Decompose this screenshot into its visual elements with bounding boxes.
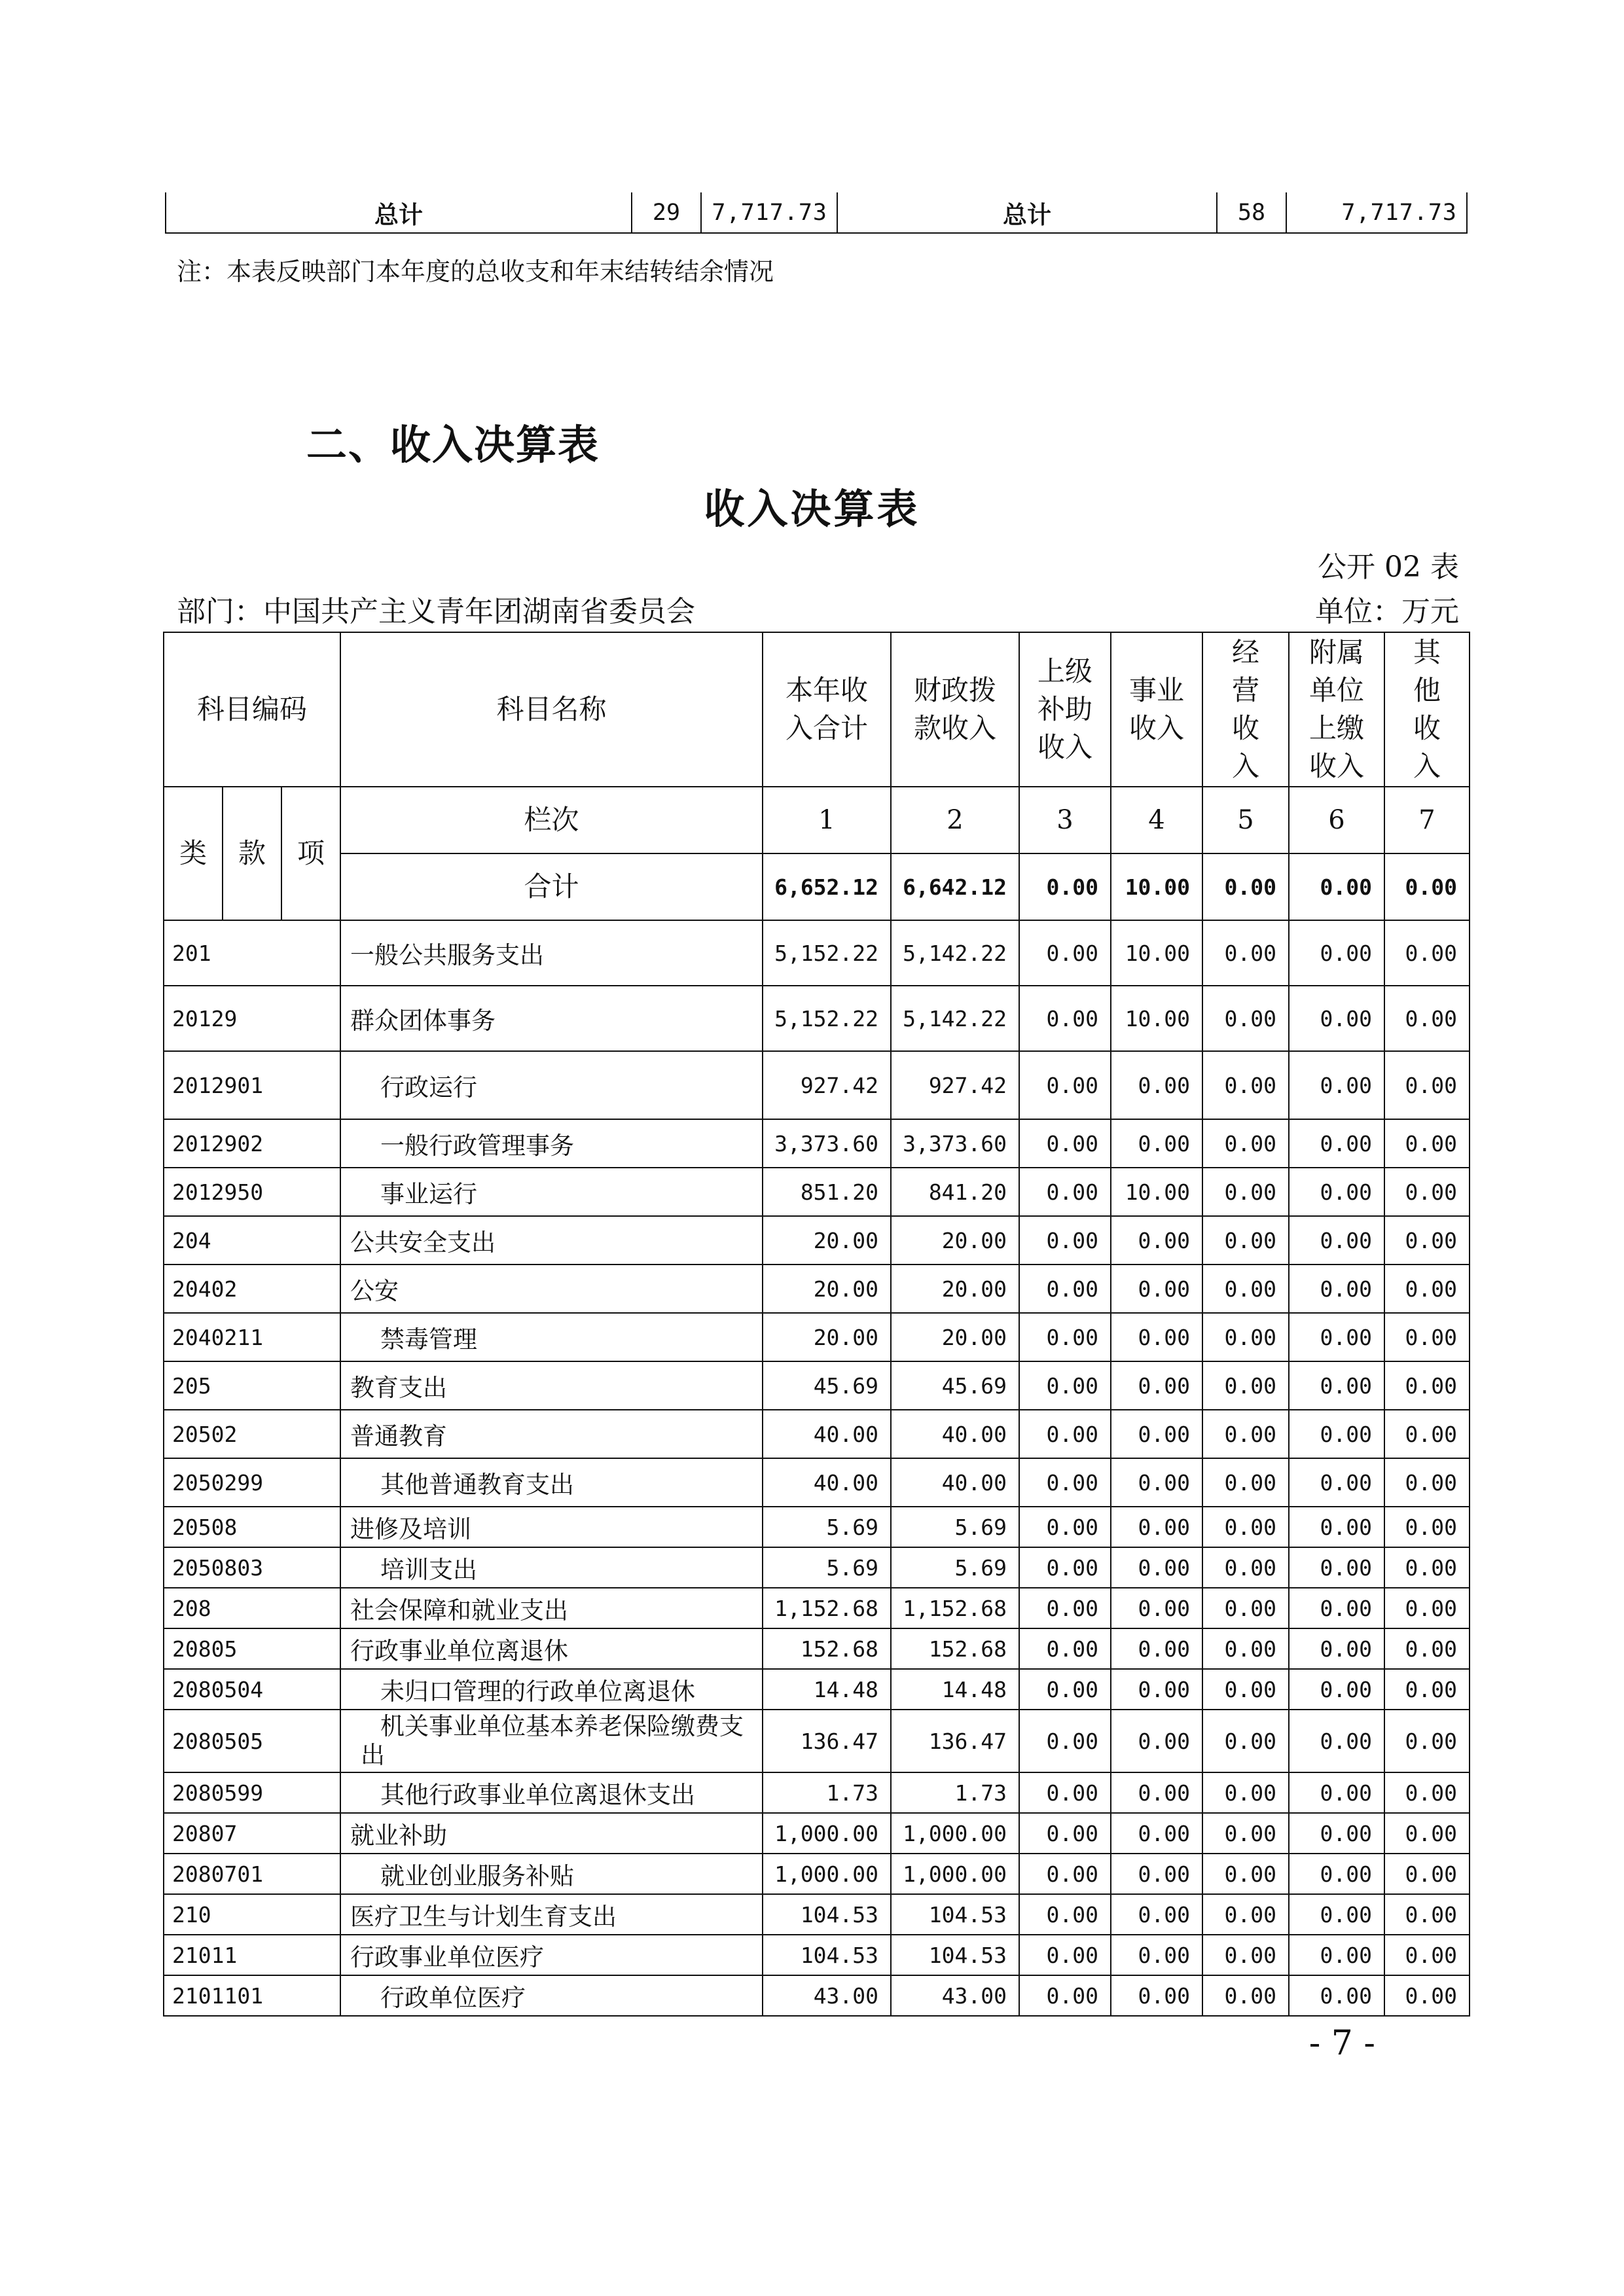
subject-name-cell: 公安	[340, 1265, 763, 1313]
value-cell-col1: 104.53	[763, 1894, 891, 1935]
value-cell-col4: 0.00	[1111, 1051, 1202, 1119]
value-cell-col2: 104.53	[891, 1935, 1019, 1975]
value-cell-col5: 0.00	[1202, 1975, 1289, 2016]
value-cell-col7: 0.00	[1384, 1313, 1470, 1361]
value-cell-col7: 0.00	[1384, 1265, 1470, 1313]
total-value-6: 0.00	[1289, 853, 1384, 920]
value-cell-col3: 0.00	[1019, 1894, 1111, 1935]
value-cell-col2: 5,142.22	[891, 920, 1019, 986]
value-cell-col6: 0.00	[1289, 920, 1384, 986]
table-row	[164, 1772, 1470, 1813]
header-col3-text: 上级补助收入	[1038, 655, 1093, 763]
value-cell-col2: 136.47	[891, 1710, 1019, 1772]
lanci-7: 7	[1384, 787, 1470, 853]
table-title: 收入决算表	[704, 485, 920, 533]
value-cell-col2: 1,152.68	[891, 1588, 1019, 1628]
total-amount-right: 7,717.73	[1286, 192, 1467, 233]
table-row	[164, 1935, 1470, 1975]
value-cell-col4: 0.00	[1111, 1547, 1202, 1588]
value-cell-col3: 0.00	[1019, 1265, 1111, 1313]
value-cell-col6: 0.00	[1289, 1168, 1384, 1216]
value-cell-col2: 5,142.22	[891, 986, 1019, 1051]
value-cell-col3: 0.00	[1019, 1588, 1111, 1628]
value-cell-col2: 5.69	[891, 1547, 1019, 1588]
value-cell-col6: 0.00	[1289, 1628, 1384, 1669]
subject-code-cell: 20805	[164, 1628, 340, 1669]
value-cell-col2: 40.00	[891, 1410, 1019, 1458]
value-cell-col3: 0.00	[1019, 1813, 1111, 1854]
header-col5	[1202, 632, 1289, 787]
header-col1	[763, 632, 891, 787]
total-value-1: 6,652.12	[763, 853, 891, 920]
subject-code-cell: 2080504	[164, 1669, 340, 1710]
value-cell-col7: 0.00	[1384, 1410, 1470, 1458]
lanci-2: 2	[891, 787, 1019, 853]
value-cell-col7: 0.00	[1384, 986, 1470, 1051]
value-cell-col2: 1.73	[891, 1772, 1019, 1813]
value-cell-col3: 0.00	[1019, 1975, 1111, 2016]
value-cell-col3: 0.00	[1019, 1628, 1111, 1669]
subject-code-cell: 2050803	[164, 1547, 340, 1588]
subject-code-cell: 2012901	[164, 1051, 340, 1119]
value-cell-col1: 43.00	[763, 1975, 891, 2016]
value-cell-col4: 0.00	[1111, 1628, 1202, 1669]
value-cell-col1: 40.00	[763, 1458, 891, 1507]
total-label-left: 总计	[166, 192, 632, 233]
subject-name-cell: 行政事业单位离退休	[340, 1628, 763, 1669]
income-final-accounts-table	[163, 632, 1470, 2017]
value-cell-col6: 0.00	[1289, 1588, 1384, 1628]
value-cell-col7: 0.00	[1384, 1975, 1470, 2016]
value-cell-col2: 43.00	[891, 1975, 1019, 2016]
table-row	[164, 1168, 1470, 1216]
value-cell-col7: 0.00	[1384, 1669, 1470, 1710]
header-col5-text: 经营收入	[1232, 636, 1260, 782]
value-cell-col3: 0.00	[1019, 1119, 1111, 1168]
value-cell-col1: 5.69	[763, 1547, 891, 1588]
value-cell-col1: 1,152.68	[763, 1588, 891, 1628]
value-cell-col3: 0.00	[1019, 1361, 1111, 1410]
value-cell-col7: 0.00	[1384, 1458, 1470, 1507]
value-cell-col1: 1.73	[763, 1772, 891, 1813]
value-cell-col3: 0.00	[1019, 1216, 1111, 1265]
subject-name-cell: 禁毒管理	[340, 1313, 763, 1361]
total-label-right: 总计	[837, 192, 1217, 233]
table-row	[164, 1361, 1470, 1410]
value-cell-col4: 0.00	[1111, 1894, 1202, 1935]
value-cell-col5: 0.00	[1202, 1216, 1289, 1265]
subject-code-cell: 2012902	[164, 1119, 340, 1168]
total-amount-left: 7,717.73	[701, 192, 837, 233]
value-cell-col5: 0.00	[1202, 1168, 1289, 1216]
value-cell-col7: 0.00	[1384, 1588, 1470, 1628]
value-cell-col5: 0.00	[1202, 1410, 1289, 1458]
value-cell-col6: 0.00	[1289, 1119, 1384, 1168]
value-cell-col5: 0.00	[1202, 1265, 1289, 1313]
value-cell-col4: 0.00	[1111, 1935, 1202, 1975]
value-cell-col2: 20.00	[891, 1216, 1019, 1265]
value-cell-col5: 0.00	[1202, 1935, 1289, 1975]
lanci-3: 3	[1019, 787, 1111, 853]
value-cell-col5: 0.00	[1202, 1710, 1289, 1772]
value-cell-col6: 0.00	[1289, 1772, 1384, 1813]
value-cell-col7: 0.00	[1384, 1168, 1470, 1216]
value-cell-col7: 0.00	[1384, 920, 1470, 986]
value-cell-col4: 0.00	[1111, 1588, 1202, 1628]
value-cell-col2: 1,000.00	[891, 1813, 1019, 1854]
subject-code-cell: 20502	[164, 1410, 340, 1458]
header-col7-text: 其他收入	[1413, 636, 1441, 782]
value-cell-col2: 5.69	[891, 1507, 1019, 1547]
table-row	[164, 1119, 1470, 1168]
subject-name-cell: 机关事业单位基本养老保险缴费支出	[340, 1710, 763, 1772]
value-cell-col3: 0.00	[1019, 1935, 1111, 1975]
table-code: 公开 02 表	[1318, 550, 1459, 584]
header-col6	[1289, 632, 1384, 787]
value-cell-col3: 0.00	[1019, 1772, 1111, 1813]
subject-name-cell: 就业创业服务补贴	[340, 1854, 763, 1894]
value-cell-col4: 0.00	[1111, 1710, 1202, 1772]
value-cell-col1: 5,152.22	[763, 986, 891, 1051]
header-col7	[1384, 632, 1470, 787]
value-cell-col3: 0.00	[1019, 1854, 1111, 1894]
value-cell-col4: 0.00	[1111, 1975, 1202, 2016]
value-cell-col7: 0.00	[1384, 1628, 1470, 1669]
table-row	[164, 1588, 1470, 1628]
value-cell-col6: 0.00	[1289, 1854, 1384, 1894]
value-cell-col3: 0.00	[1019, 1507, 1111, 1547]
header-lanci: 栏次	[340, 787, 763, 853]
value-cell-col1: 152.68	[763, 1628, 891, 1669]
table-row	[164, 1975, 1470, 2016]
value-cell-col6: 0.00	[1289, 1669, 1384, 1710]
total-line-left: 29	[632, 192, 701, 233]
value-cell-col1: 851.20	[763, 1168, 891, 1216]
subject-code-cell: 2101101	[164, 1975, 340, 2016]
value-cell-col7: 0.00	[1384, 1710, 1470, 1772]
value-cell-col2: 927.42	[891, 1051, 1019, 1119]
value-cell-col6: 0.00	[1289, 1216, 1384, 1265]
value-cell-col2: 152.68	[891, 1628, 1019, 1669]
total-value-3: 0.00	[1019, 853, 1111, 920]
value-cell-col7: 0.00	[1384, 1854, 1470, 1894]
header-col2	[891, 632, 1019, 787]
value-cell-col4: 0.00	[1111, 1669, 1202, 1710]
table-row	[164, 1507, 1470, 1547]
table-row	[164, 1051, 1470, 1119]
unit-label: 单位：万元	[1315, 595, 1459, 628]
value-cell-col4: 0.00	[1111, 1772, 1202, 1813]
subject-code-cell: 208	[164, 1588, 340, 1628]
subject-code-cell: 2040211	[164, 1313, 340, 1361]
subject-code-cell: 21011	[164, 1935, 340, 1975]
value-cell-col7: 0.00	[1384, 1813, 1470, 1854]
subject-code-cell: 204	[164, 1216, 340, 1265]
value-cell-col2: 20.00	[891, 1265, 1019, 1313]
value-cell-col6: 0.00	[1289, 1813, 1384, 1854]
value-cell-col5: 0.00	[1202, 1813, 1289, 1854]
header-col1-text: 本年收入合计	[785, 674, 869, 744]
value-cell-col5: 0.00	[1202, 1119, 1289, 1168]
table-row	[164, 1313, 1470, 1361]
value-cell-col5: 0.00	[1202, 1547, 1289, 1588]
value-cell-col4: 10.00	[1111, 986, 1202, 1051]
subject-name-cell: 医疗卫生与计划生育支出	[340, 1894, 763, 1935]
subject-code-cell: 20402	[164, 1265, 340, 1313]
header-col2-text: 财政拨款收入	[914, 674, 997, 744]
table-row	[164, 1669, 1470, 1710]
value-cell-col2: 841.20	[891, 1168, 1019, 1216]
table-row	[164, 1265, 1470, 1313]
value-cell-col3: 0.00	[1019, 1547, 1111, 1588]
value-cell-col6: 0.00	[1289, 1507, 1384, 1547]
value-cell-col5: 0.00	[1202, 1894, 1289, 1935]
subject-code-cell: 201	[164, 920, 340, 986]
value-cell-col6: 0.00	[1289, 986, 1384, 1051]
lanci-6: 6	[1289, 787, 1384, 853]
value-cell-col6: 0.00	[1289, 1361, 1384, 1410]
subject-code-cell: 20129	[164, 986, 340, 1051]
value-cell-col1: 104.53	[763, 1935, 891, 1975]
value-cell-col6: 0.00	[1289, 1935, 1384, 1975]
header-subject-code: 科目编码	[164, 632, 340, 787]
value-cell-col5: 0.00	[1202, 1313, 1289, 1361]
header-kuan: 款	[223, 787, 281, 920]
subject-name-cell: 公共安全支出	[340, 1216, 763, 1265]
value-cell-col5: 0.00	[1202, 1772, 1289, 1813]
value-cell-col7: 0.00	[1384, 1507, 1470, 1547]
value-cell-col3: 0.00	[1019, 1458, 1111, 1507]
header-col4	[1111, 632, 1202, 787]
value-cell-col1: 3,373.60	[763, 1119, 891, 1168]
value-cell-col1: 927.42	[763, 1051, 891, 1119]
value-cell-col7: 0.00	[1384, 1772, 1470, 1813]
value-cell-col3: 0.00	[1019, 1669, 1111, 1710]
header-lei: 类	[164, 787, 223, 920]
page-number: - 7 -	[1308, 2024, 1375, 2063]
total-value-7: 0.00	[1384, 853, 1470, 920]
value-cell-col6: 0.00	[1289, 1458, 1384, 1507]
value-cell-col6: 0.00	[1289, 1547, 1384, 1588]
subject-name-cell: 群众团体事务	[340, 986, 763, 1051]
value-cell-col3: 0.00	[1019, 1710, 1111, 1772]
value-cell-col2: 40.00	[891, 1458, 1019, 1507]
value-cell-col6: 0.00	[1289, 1051, 1384, 1119]
subject-code-cell: 20807	[164, 1813, 340, 1854]
subject-name-cell: 其他普通教育支出	[340, 1458, 763, 1507]
total-value-4: 10.00	[1111, 853, 1202, 920]
subject-name-cell: 教育支出	[340, 1361, 763, 1410]
value-cell-col6: 0.00	[1289, 1975, 1384, 2016]
table-row	[164, 1547, 1470, 1588]
value-cell-col7: 0.00	[1384, 1119, 1470, 1168]
value-cell-col2: 45.69	[891, 1361, 1019, 1410]
subject-code-cell: 2080701	[164, 1854, 340, 1894]
value-cell-col4: 0.00	[1111, 1854, 1202, 1894]
value-cell-col6: 0.00	[1289, 1710, 1384, 1772]
subject-code-cell: 2012950	[164, 1168, 340, 1216]
table-row	[164, 1894, 1470, 1935]
header-col3	[1019, 632, 1111, 787]
value-cell-col5: 0.00	[1202, 1051, 1289, 1119]
value-cell-col5: 0.00	[1202, 1854, 1289, 1894]
lanci-4: 4	[1111, 787, 1202, 853]
header-total-label: 合计	[340, 853, 763, 920]
value-cell-col7: 0.00	[1384, 1051, 1470, 1119]
header-xiang: 项	[281, 787, 340, 920]
subject-code-cell: 20508	[164, 1507, 340, 1547]
subject-name-cell: 社会保障和就业支出	[340, 1588, 763, 1628]
value-cell-col3: 0.00	[1019, 1410, 1111, 1458]
table-row	[164, 1854, 1470, 1894]
value-cell-col5: 0.00	[1202, 920, 1289, 986]
value-cell-col4: 10.00	[1111, 920, 1202, 986]
value-cell-col5: 0.00	[1202, 1669, 1289, 1710]
value-cell-col2: 104.53	[891, 1894, 1019, 1935]
subject-name-cell: 其他行政事业单位离退休支出	[340, 1772, 763, 1813]
lanci-1: 1	[763, 787, 891, 853]
value-cell-col1: 136.47	[763, 1710, 891, 1772]
value-cell-col2: 20.00	[891, 1313, 1019, 1361]
value-cell-col6: 0.00	[1289, 1265, 1384, 1313]
value-cell-col5: 0.00	[1202, 1361, 1289, 1410]
subject-code-cell: 2050299	[164, 1458, 340, 1507]
value-cell-col7: 0.00	[1384, 1935, 1470, 1975]
value-cell-col3: 0.00	[1019, 1313, 1111, 1361]
value-cell-col1: 40.00	[763, 1410, 891, 1458]
value-cell-col4: 0.00	[1111, 1458, 1202, 1507]
total-line-right: 58	[1217, 192, 1286, 233]
value-cell-col6: 0.00	[1289, 1894, 1384, 1935]
value-cell-col4: 10.00	[1111, 1168, 1202, 1216]
subject-name-cell: 进修及培训	[340, 1507, 763, 1547]
subject-name-cell: 培训支出	[340, 1547, 763, 1588]
value-cell-col5: 0.00	[1202, 1507, 1289, 1547]
table-row	[164, 1628, 1470, 1669]
table-row	[164, 920, 1470, 986]
value-cell-col1: 20.00	[763, 1313, 891, 1361]
value-cell-col1: 45.69	[763, 1361, 891, 1410]
header-subject-name: 科目名称	[340, 632, 763, 787]
value-cell-col7: 0.00	[1384, 1894, 1470, 1935]
subject-name-cell: 事业运行	[340, 1168, 763, 1216]
value-cell-col4: 0.00	[1111, 1265, 1202, 1313]
value-cell-col3: 0.00	[1019, 920, 1111, 986]
header-col4-text: 事业收入	[1129, 674, 1185, 744]
value-cell-col5: 0.00	[1202, 1588, 1289, 1628]
value-cell-col4: 0.00	[1111, 1507, 1202, 1547]
table-row	[164, 1410, 1470, 1458]
value-cell-col7: 0.00	[1384, 1216, 1470, 1265]
subject-name-cell: 普通教育	[340, 1410, 763, 1458]
value-cell-col1: 5.69	[763, 1507, 891, 1547]
value-cell-col6: 0.00	[1289, 1410, 1384, 1458]
lanci-5: 5	[1202, 787, 1289, 853]
value-cell-col7: 0.00	[1384, 1547, 1470, 1588]
value-cell-col1: 1,000.00	[763, 1813, 891, 1854]
value-cell-col1: 14.48	[763, 1669, 891, 1710]
header-col6-text: 附属单位上缴收入	[1309, 636, 1365, 782]
value-cell-col5: 0.00	[1202, 986, 1289, 1051]
subject-code-cell: 210	[164, 1894, 340, 1935]
table-row	[164, 1216, 1470, 1265]
subject-name-cell: 就业补助	[340, 1813, 763, 1854]
value-cell-col1: 5,152.22	[763, 920, 891, 986]
value-cell-col2: 1,000.00	[891, 1854, 1019, 1894]
total-value-5: 0.00	[1202, 853, 1289, 920]
department-label: 部门：中国共产主义青年团湖南省委员会	[177, 595, 695, 628]
subject-code-cell: 2080599	[164, 1772, 340, 1813]
previous-table-total-row	[165, 192, 1468, 234]
table-row	[164, 1710, 1470, 1772]
table-row	[164, 1458, 1470, 1507]
table-row	[164, 986, 1470, 1051]
value-cell-col4: 0.00	[1111, 1313, 1202, 1361]
total-value-2: 6,642.12	[891, 853, 1019, 920]
value-cell-col2: 3,373.60	[891, 1119, 1019, 1168]
value-cell-col4: 0.00	[1111, 1410, 1202, 1458]
value-cell-col3: 0.00	[1019, 1168, 1111, 1216]
value-cell-col1: 20.00	[763, 1216, 891, 1265]
table-note: 注：本表反映部门本年度的总收支和年末结转结余情况	[177, 257, 774, 286]
table-row	[164, 1813, 1470, 1854]
value-cell-col3: 0.00	[1019, 1051, 1111, 1119]
value-cell-col4: 0.00	[1111, 1361, 1202, 1410]
subject-name-cell: 一般公共服务支出	[340, 920, 763, 986]
value-cell-col3: 0.00	[1019, 986, 1111, 1051]
value-cell-col4: 0.00	[1111, 1119, 1202, 1168]
section-heading: 二、收入决算表	[306, 421, 600, 469]
value-cell-col7: 0.00	[1384, 1361, 1470, 1410]
subject-name-cell: 行政单位医疗	[340, 1975, 763, 2016]
subject-code-cell: 2080505	[164, 1710, 340, 1772]
value-cell-col1: 1,000.00	[763, 1854, 891, 1894]
subject-name-cell: 未归口管理的行政单位离退休	[340, 1669, 763, 1710]
subject-name-cell: 一般行政管理事务	[340, 1119, 763, 1168]
subject-code-cell: 205	[164, 1361, 340, 1410]
value-cell-col5: 0.00	[1202, 1628, 1289, 1669]
value-cell-col4: 0.00	[1111, 1813, 1202, 1854]
subject-name-cell: 行政事业单位医疗	[340, 1935, 763, 1975]
value-cell-col4: 0.00	[1111, 1216, 1202, 1265]
value-cell-col1: 20.00	[763, 1265, 891, 1313]
value-cell-col2: 14.48	[891, 1669, 1019, 1710]
value-cell-col6: 0.00	[1289, 1313, 1384, 1361]
value-cell-col5: 0.00	[1202, 1458, 1289, 1507]
subject-name-cell: 行政运行	[340, 1051, 763, 1119]
